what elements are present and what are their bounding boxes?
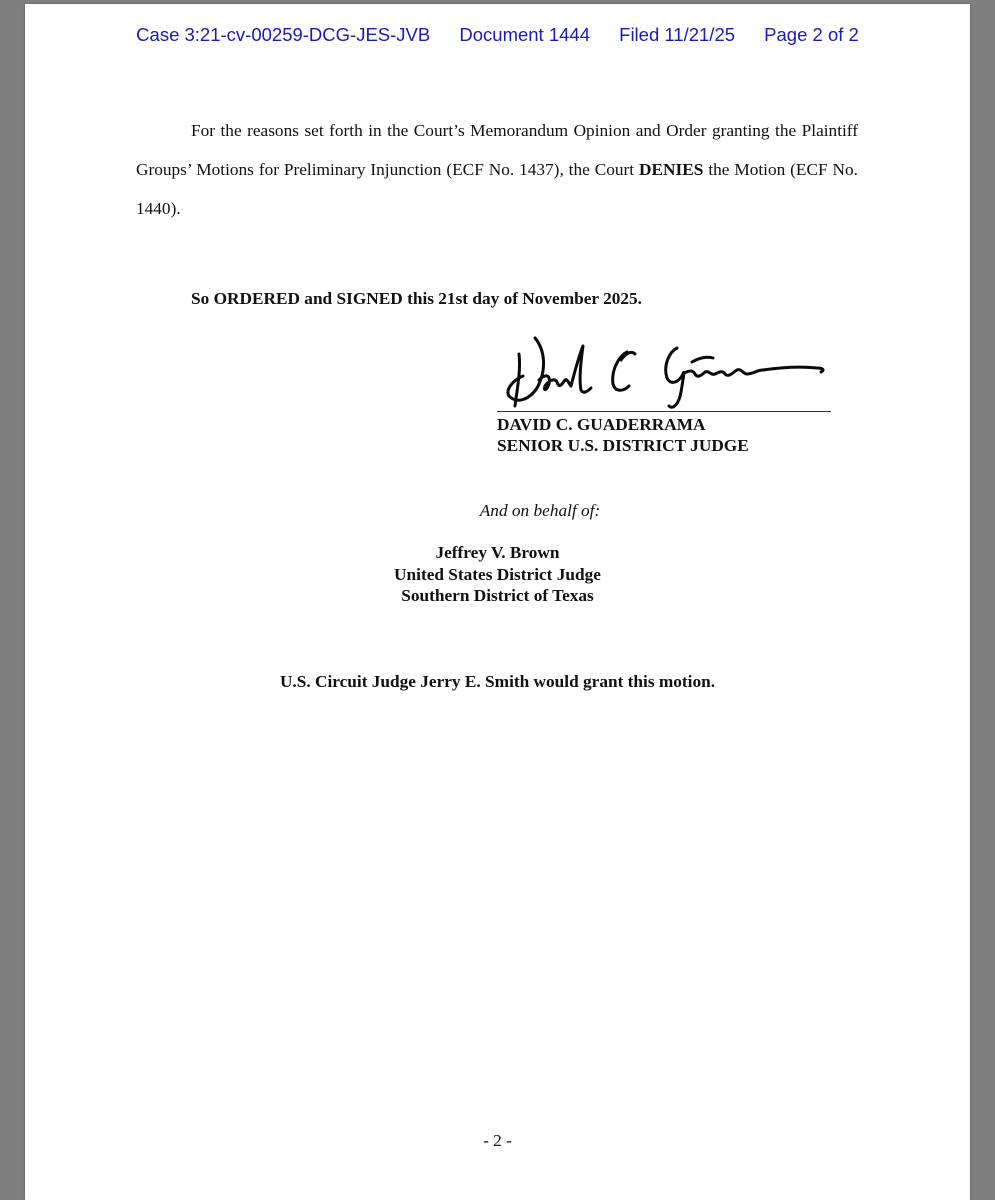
page-indicator: Page 2 of 2 [764,24,859,45]
judge-name: DAVID C. GUADERRAMA [497,415,706,434]
judge-title: SENIOR U.S. DISTRICT JUDGE [497,436,749,455]
dissent-note: U.S. Circuit Judge Jerry E. Smith would grant this motion. [279,672,716,691]
case-number: Case 3:21-cv-00259-DCG-JES-JVB [136,24,431,45]
signing-judge-block [497,414,749,456]
order-text-after: the Motion (ECF No. 1440). [136,160,858,218]
ecf-header [25,24,970,46]
co-judge-block [25,542,970,607]
order-ruling-word: DENIES [639,160,704,179]
handwritten-signature [487,330,837,420]
order-paragraph [136,111,858,228]
co-judge-name: Jeffrey V. Brown [435,543,560,562]
co-judge-title: United States District Judge [394,564,601,584]
filed-date: Filed 11/21/25 [619,24,736,45]
on-behalf-label: And on behalf of: [479,501,601,520]
document-page [25,4,970,1200]
ordered-signed-line: So ORDERED and SIGNED this 21st day of November 2025. [191,289,642,308]
document-number: Document 1444 [459,24,590,45]
page-number: - 2 - [483,1131,512,1150]
signature-line [497,411,831,412]
co-judge-district: Southern District of Texas [401,586,594,605]
order-text-before: For the reasons set forth in the Court’s Memorandum Opinion and Order granting the Plaintiff Groups’ Motions for Preliminary Injunction (ECF No. 1437), the Court [136,121,858,179]
